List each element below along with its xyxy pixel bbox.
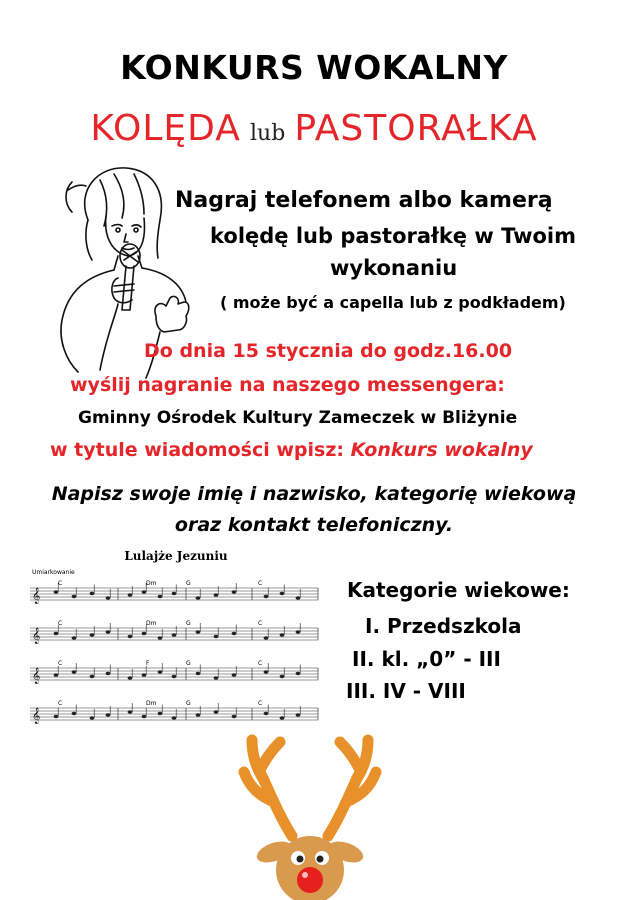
note-head (296, 630, 301, 633)
note-head (196, 713, 201, 716)
note-head (54, 590, 59, 593)
subtitle-pastoralka: PASTORAŁKA (294, 108, 538, 149)
note-head (214, 635, 219, 638)
note-head (296, 713, 301, 716)
instruction-line-1: Nagraj telefonem albo kamerą (175, 188, 553, 213)
note-head (172, 675, 177, 678)
treble-clef-icon: 𝄞 (32, 708, 41, 724)
chord-label: C (58, 700, 63, 707)
note-head (264, 712, 269, 715)
note-head (232, 715, 237, 718)
note-head (128, 710, 133, 713)
note-head (72, 712, 77, 715)
subject-prefix: w tytule wiadomości wpisz: (50, 439, 344, 461)
note-head (106, 713, 111, 716)
instruction-line-3: wykonaniu (330, 256, 458, 280)
note-head (280, 592, 285, 595)
chord-label: Dm (146, 620, 157, 627)
note-head (90, 716, 95, 719)
send-instruction-text: wyślij nagranie na naszego messengera: (70, 374, 505, 396)
note-head (280, 633, 285, 636)
note-head (196, 630, 201, 633)
chord-label: C (258, 580, 263, 587)
note-head (196, 596, 201, 599)
note-head (142, 632, 147, 635)
request-line-2: oraz kontakt telefoniczny. (174, 514, 454, 536)
note-head (106, 596, 111, 599)
score-tempo: Umiarkowanie (32, 569, 75, 576)
score-title: Lulajże Jezuniu (124, 549, 228, 563)
chord-label: G (186, 580, 191, 587)
note-head (128, 635, 133, 638)
chord-label: F (146, 660, 150, 667)
note-head (214, 710, 219, 713)
note-head (142, 590, 147, 593)
instruction-line-4: ( może być a capella lub z podkładem) (220, 293, 566, 312)
note-head (54, 632, 59, 635)
chord-label: C (58, 660, 63, 667)
note-head (106, 630, 111, 633)
note-head (232, 632, 237, 635)
note-head (264, 636, 269, 639)
note-head (214, 676, 219, 679)
treble-clef-icon: 𝄞 (32, 588, 41, 604)
subject-instruction (50, 439, 533, 461)
note-head (296, 596, 301, 599)
chord-label: C (258, 660, 263, 667)
note-head (158, 670, 163, 673)
note-head (264, 670, 269, 673)
note-head (158, 636, 163, 639)
note-head (196, 672, 201, 675)
chord-label: Dm (146, 700, 157, 707)
reindeer-icon (230, 728, 390, 900)
note-head (54, 673, 59, 676)
note-head (214, 593, 219, 596)
sheet-music (26, 540, 322, 730)
note-head (72, 670, 77, 673)
chord-label: G (186, 620, 191, 627)
treble-clef-icon: 𝄞 (32, 668, 41, 684)
note-head (72, 595, 77, 598)
note-head (158, 712, 163, 715)
chord-label: G (186, 700, 191, 707)
categories-heading: Kategorie wiekowe: (347, 578, 570, 602)
poster-title: KONKURS WOKALNY (120, 48, 508, 87)
note-head (264, 595, 269, 598)
chord-label: C (58, 580, 63, 587)
note-head (232, 590, 237, 593)
organization-name: Gminny Ośrodek Kultury Zameczek w Bliżynie (78, 408, 518, 428)
subtitle-lub: lub (249, 121, 286, 146)
treble-clef-icon: 𝄞 (32, 628, 41, 644)
note-head (90, 592, 95, 595)
note-head (128, 593, 133, 596)
staff-lines (30, 580, 318, 724)
subtitle-koleda: KOLĘDA (90, 108, 241, 149)
note-head (142, 673, 147, 676)
note-head (54, 715, 59, 718)
instruction-line-2: kolędę lub pastorałkę w Twoim (210, 224, 576, 248)
note-head (172, 592, 177, 595)
category-item-1: I. Przedszkola (365, 614, 522, 638)
note-head (142, 715, 147, 718)
note-head (128, 676, 133, 679)
note-head (280, 716, 285, 719)
note-head (232, 673, 237, 676)
category-item-3: III. IV - VIII (346, 679, 466, 703)
note-head (172, 633, 177, 636)
category-item-2: II. kl. „0” - III (352, 647, 501, 671)
note-head (106, 672, 111, 675)
chord-label: C (258, 700, 263, 707)
chord-label: C (258, 620, 263, 627)
chord-label: C (58, 620, 63, 627)
note-head (72, 636, 77, 639)
note-head (158, 595, 163, 598)
note-head (172, 716, 177, 719)
chord-label: G (186, 660, 191, 667)
request-line-1: Napisz swoje imię i nazwisko, kategorię wiekową (51, 483, 577, 505)
note-head (296, 672, 301, 675)
poster-subtitle (0, 108, 628, 149)
subject-value: Konkurs wokalny (350, 439, 533, 461)
note-head (90, 675, 95, 678)
deadline-text: Do dnia 15 stycznia do godz.16.00 (144, 340, 513, 362)
note-head (90, 633, 95, 636)
chord-label: Dm (146, 580, 157, 587)
note-head (280, 675, 285, 678)
